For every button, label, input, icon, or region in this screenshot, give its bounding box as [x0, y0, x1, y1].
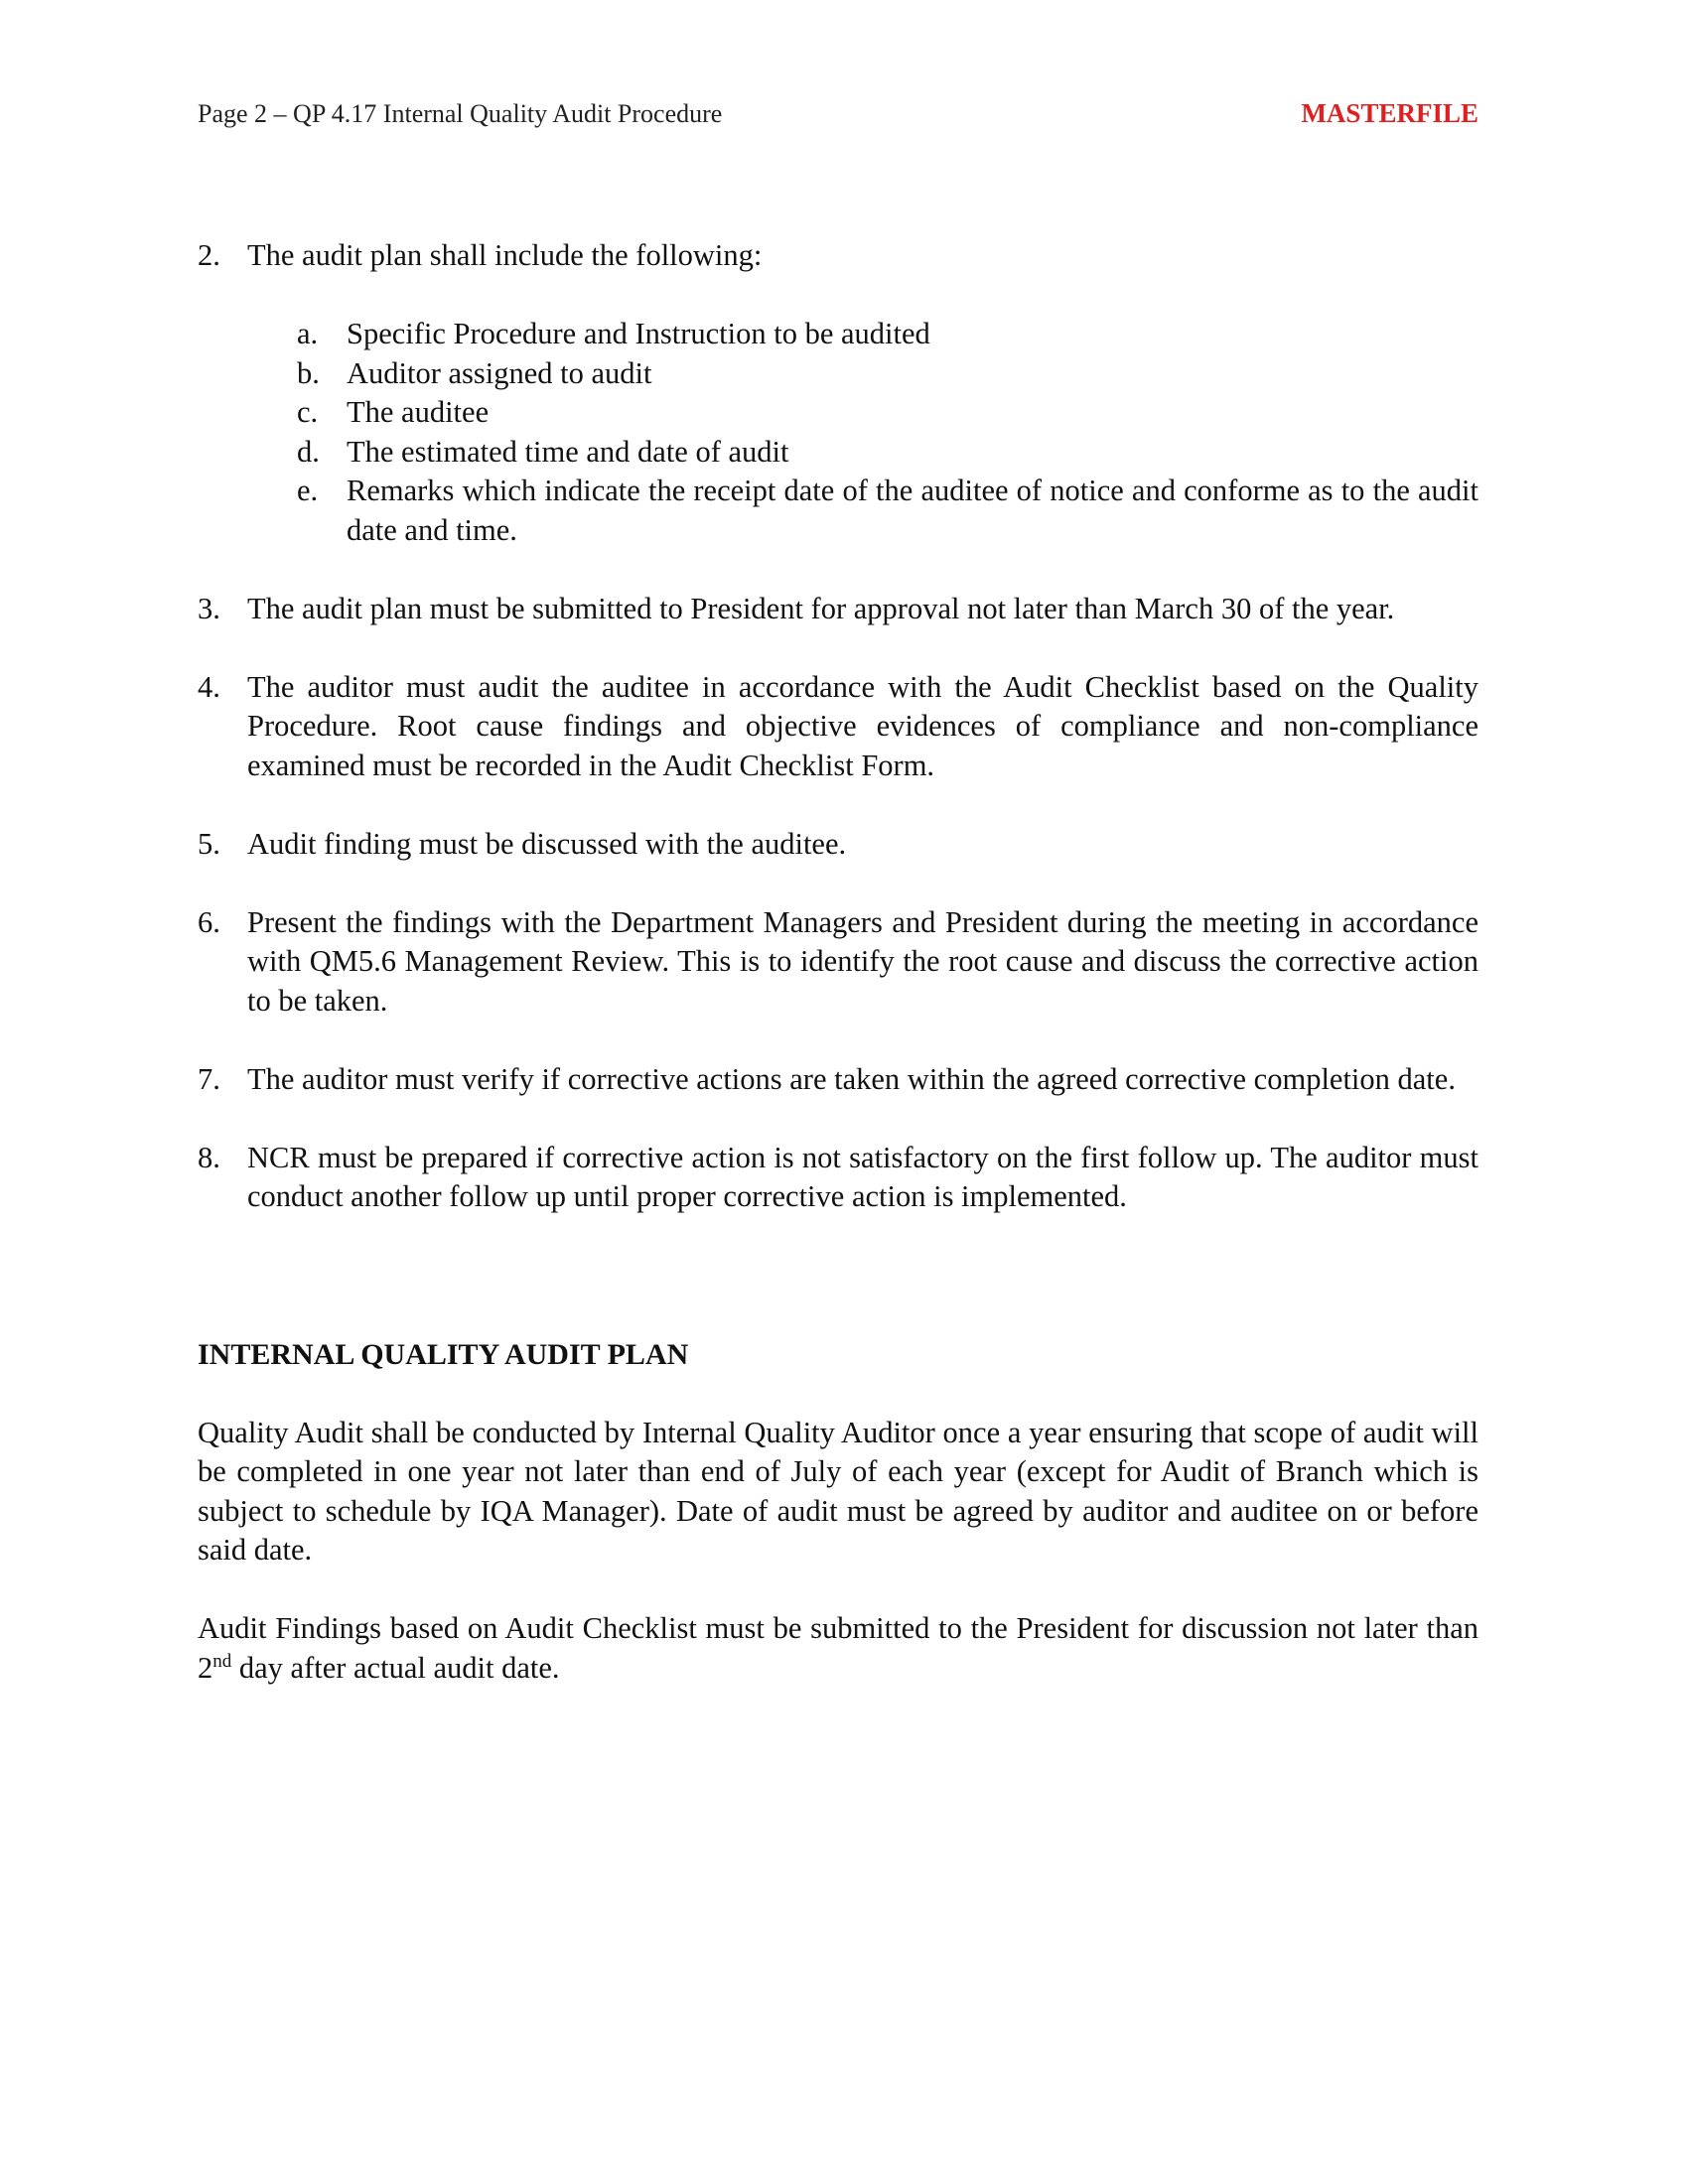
list-item: [198, 825, 1478, 865]
list-item-number: 7.: [198, 1061, 220, 1096]
paragraph-text: day after actual audit date.: [231, 1650, 560, 1685]
list-item: [198, 668, 1478, 786]
masterfile-label: MASTERFILE: [1301, 98, 1478, 128]
sub-list-item-text: The auditee: [347, 395, 490, 429]
audit-plan-contents-list: [297, 315, 1478, 550]
list-item-text: Present the findings with the Department Managers and President during the meeting in accordance with QM5.6 Management Review. This is to identify the root cause and discuss the corrective action to be taken.: [247, 904, 1478, 1018]
list-item-text: The auditor must audit the auditee in accordance with the Audit Checklist based on the Quality Procedure. Root cause findings and objective evidences of compliance and non-compliance examined must be recorded in the Audit Checklist Form.: [247, 669, 1478, 782]
sub-list-item-letter: c.: [297, 395, 319, 429]
list-item: [198, 903, 1478, 1022]
sub-list-item-text: Specific Procedure and Instruction to be audited: [347, 317, 930, 350]
list-item-number: 8.: [198, 1140, 220, 1174]
list-item-text: The auditor must verify if corrective actions are taken within the agreed corrective completion date.: [247, 1061, 1456, 1096]
list-item-text: Audit finding must be discussed with the auditee.: [247, 826, 847, 861]
list-item: [198, 1139, 1478, 1217]
document-body: [198, 236, 1478, 1688]
ordinal-suffix: nd: [212, 1650, 232, 1672]
list-item-text: The audit plan shall include the following:: [247, 238, 763, 272]
list-item-number: 4.: [198, 669, 220, 704]
sub-list-item: [297, 354, 1478, 394]
procedure-steps-list: [198, 236, 1478, 1217]
list-item: [198, 236, 1478, 550]
list-item-text: The audit plan must be submitted to President for approval not later than March 30 of the year.: [247, 591, 1395, 625]
sub-list-item: [297, 472, 1478, 550]
sub-list-item-letter: d.: [297, 434, 320, 469]
list-item-text: NCR must be prepared if corrective action is not satisfactory on the first follow up. The auditor must conduct another follow up until proper corrective action is implemented.: [247, 1140, 1478, 1213]
sub-list-item: [297, 393, 1478, 433]
paragraph: [198, 1609, 1478, 1688]
list-item-number: 2.: [198, 238, 220, 272]
list-item-number: 5.: [198, 826, 220, 861]
paragraph-text: Audit Findings based on Audit Checklist must be submitted to the President for discussion not later than 2: [198, 1611, 1478, 1685]
sub-list-item-text: Remarks which indicate the receipt date of the auditee of notice and conforme as to the audit date and time.: [347, 474, 1478, 547]
sub-list-item-text: Auditor assigned to audit: [347, 355, 652, 390]
sub-list-item-letter: b.: [297, 355, 320, 390]
list-item-number: 3.: [198, 591, 220, 625]
sub-list-item-text: The estimated time and date of audit: [347, 434, 789, 469]
sub-list-item-letter: a.: [297, 317, 319, 350]
list-item: [198, 1060, 1478, 1100]
page-header-title: Page 2 – QP 4.17 Internal Quality Audit Procedure: [198, 99, 723, 128]
paragraph: Quality Audit shall be conducted by Internal Quality Auditor once a year ensuring that scope of audit will be completed in one year not later than end of July of each year (except for Audit of Branch which is subject to schedule by IQA Manager). Date of audit must be agreed by auditor and auditee on or before said date.: [198, 1415, 1478, 1567]
section-heading: INTERNAL QUALITY AUDIT PLAN: [198, 1337, 689, 1371]
list-item-number: 6.: [198, 904, 220, 939]
sub-list-item-letter: e.: [297, 474, 319, 507]
sub-list-item: [297, 315, 1478, 354]
sub-list-item: [297, 433, 1478, 473]
list-item: [198, 590, 1478, 629]
